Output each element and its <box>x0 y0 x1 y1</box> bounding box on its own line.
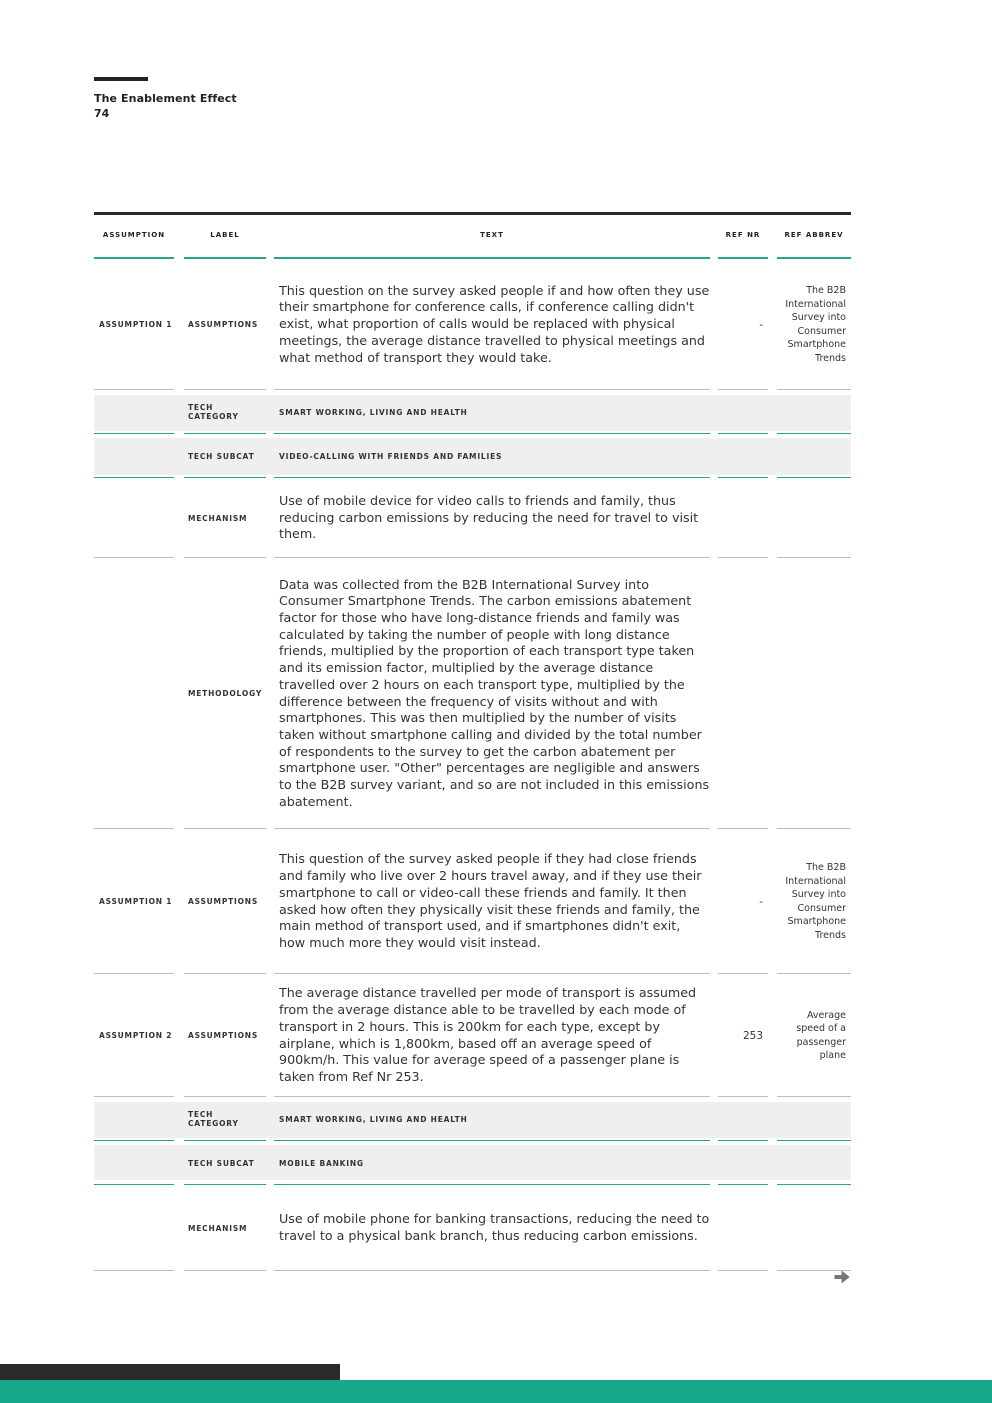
label-cell: MECHANISM <box>188 1223 248 1233</box>
text-cell: This question of the survey asked people if they had close friends and family who live over 2 hours travel away, and if they use their smartphone to call or video-call these friends and family. It then asked how often they physically visit these friends and family, the main method of transport used, and if smartphones didn't exit, how much more they would visit instead. <box>279 851 702 950</box>
assumption-cell: ASSUMPTION 1 <box>99 897 173 906</box>
arrow-right-icon[interactable] <box>833 1268 851 1286</box>
text-cell: Use of mobile device for video calls to friends and family, thus reducing carbon emissions by reducing the need for travel to visit them. <box>279 492 699 542</box>
title-accent-bar <box>94 77 148 81</box>
ref-nr-cell <box>718 1097 768 1141</box>
document-title: The Enablement Effect <box>94 92 237 105</box>
table-row <box>94 829 851 974</box>
column-header-text: TEXT <box>274 215 710 259</box>
text-cell: Data was collected from the B2B International Survey into Consumer Smartphone Trends. The carbon emissions abatement factor for those who have long-distance friends and family was calculated by taking the number of people with long distance friends, multiplied by the proportion of each transport type taken and its emission factor, multiplied by the average distance travelled over 2 hours on each transport type, multiplied by the difference between the frequency of visits without and with smartphones. This was then multiplied by the number of visits taken without smartphone calling and divided by the total number of respondents to the survey to get the carbon abatement per smartphone user. "Other" percentages are negligible and answers to the B2B survey variant, and so are not included in this emissions abatement. <box>279 576 710 809</box>
row-divider <box>274 1270 710 1271</box>
assumption-cell <box>94 558 174 829</box>
assumption-cell <box>94 1141 174 1185</box>
text-cell: SMART WORKING, LIVING AND HEALTH <box>279 1114 468 1124</box>
label-cell: TECH CATEGORY <box>188 1110 239 1128</box>
ref-abbrev-cell <box>777 558 851 829</box>
label-cell: ASSUMPTIONS <box>188 1031 259 1040</box>
ref-nr-cell <box>718 1141 768 1185</box>
table-row <box>94 1097 851 1141</box>
ref-abbrev-cell: The B2B International Survey into Consumer Smartphone Trends <box>785 862 846 941</box>
ref-abbrev-cell: Average speed of a passenger plane <box>796 1009 846 1061</box>
column-header-assumption: ASSUMPTION <box>94 215 174 259</box>
ref-nr-cell: - <box>759 895 763 908</box>
label-cell: ASSUMPTIONS <box>188 320 259 329</box>
row-divider <box>94 1270 174 1271</box>
label-cell: TECH SUBCAT <box>188 451 255 461</box>
table-row <box>94 1141 851 1185</box>
ref-abbrev-cell <box>777 434 851 478</box>
label-cell: TECH SUBCAT <box>188 1158 255 1168</box>
assumption-cell <box>94 434 174 478</box>
text-cell: VIDEO-CALLING WITH FRIENDS AND FAMILIES <box>279 451 503 461</box>
table-row <box>94 434 851 478</box>
ref-nr-cell: 253 <box>742 1029 763 1042</box>
label-cell: ASSUMPTIONS <box>188 897 259 906</box>
assumption-cell: ASSUMPTION 1 <box>99 320 173 329</box>
footer-dark-bar <box>0 1364 340 1380</box>
ref-nr-cell <box>718 1185 768 1271</box>
column-header-label: LABEL <box>184 215 266 259</box>
row-divider <box>184 1270 266 1271</box>
page-number: 74 <box>94 107 110 120</box>
ref-abbrev-cell <box>777 390 851 434</box>
ref-nr-cell <box>718 558 768 829</box>
ref-abbrev-cell: The B2B International Survey into Consumer Smartphone Trends <box>785 285 846 364</box>
assumption-cell <box>94 390 174 434</box>
ref-nr-cell <box>718 434 768 478</box>
column-header-ref-abbrev: REF ABBREV <box>777 215 851 259</box>
ref-abbrev-cell <box>777 1185 851 1271</box>
table-row <box>94 478 851 558</box>
label-cell: MECHANISM <box>188 513 248 523</box>
table-row <box>94 259 851 390</box>
ref-abbrev-cell <box>777 1141 851 1185</box>
assumption-cell <box>94 1097 174 1141</box>
ref-nr-cell <box>718 390 768 434</box>
table-header <box>94 215 851 259</box>
ref-abbrev-cell <box>777 478 851 558</box>
text-cell: Use of mobile phone for banking transactions, reducing the need to travel to a physical bank branch, thus reducing carbon emissions. <box>279 1211 710 1243</box>
table-row <box>94 558 851 829</box>
text-cell: MOBILE BANKING <box>279 1158 364 1168</box>
column-header-ref-nr: REF NR <box>718 215 768 259</box>
label-cell: TECH CATEGORY <box>188 403 239 421</box>
ref-nr-cell: - <box>759 318 763 331</box>
assumptions-table <box>94 212 851 1271</box>
label-cell: METHODOLOGY <box>188 689 263 698</box>
table-row <box>94 974 851 1097</box>
footer-accent-bar <box>0 1380 992 1403</box>
row-divider <box>718 1270 768 1271</box>
ref-abbrev-cell <box>777 1097 851 1141</box>
assumption-cell <box>94 1185 174 1271</box>
ref-nr-cell <box>718 478 768 558</box>
text-cell: This question on the survey asked people if and how often they use their smartphone for conference calls, if conference calling didn't exist, what proportion of calls would be replaced with physical meetings, the average distance travelled to physical meetings and what method of transport they would take. <box>279 282 710 365</box>
assumption-cell: ASSUMPTION 2 <box>99 1031 173 1040</box>
text-cell: SMART WORKING, LIVING AND HEALTH <box>279 407 468 417</box>
text-cell: The average distance travelled per mode of transport is assumed from the average distance able to be travelled by each mode of transport in 2 hours. This is 200km for each type, except by airplane, which is 1,800km, based off an average speed of 900km/h. This value for average speed of a passenger plane is taken from Ref Nr 253. <box>279 985 697 1084</box>
table-row <box>94 1185 851 1271</box>
table-row <box>94 390 851 434</box>
assumption-cell <box>94 478 174 558</box>
